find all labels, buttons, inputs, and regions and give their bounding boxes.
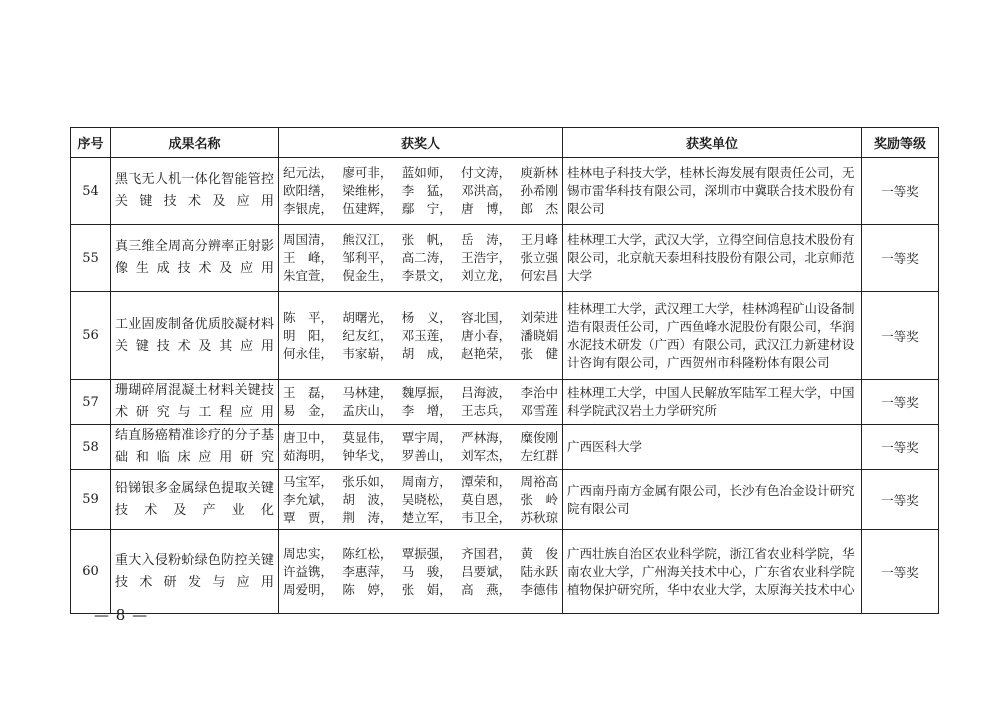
winner-name: 孙希刚 <box>520 183 558 198</box>
cell-winning-units: 桂林电子科技大学，桂林长海发展有限责任公司，无锡市雷华科技有限公司，深圳市中冀联合技术股份有限公司 <box>563 158 862 225</box>
cell-achievement-name: 工业固废制备优质胶凝材料关键技术及其应用 <box>111 292 279 380</box>
winner-name: 张立强 <box>520 250 558 265</box>
winner-name: 周国清， <box>283 232 334 247</box>
winner-name: 邓玉莲， <box>401 327 452 343</box>
header-no: 序号 <box>71 128 111 158</box>
winner-name: 覃振强， <box>401 545 452 561</box>
cell-no: 56 <box>71 292 111 380</box>
winner-name: 胡 成， <box>401 345 452 361</box>
cell-no: 57 <box>71 380 111 425</box>
table-row <box>71 425 939 470</box>
winner-name: 莫显伟， <box>342 430 393 445</box>
cell-winning-units: 广西壮族自治区农业科学院，浙江省农业科学院，华南农业大学，广州海关技术中心，广东省农业科学院植物保护研究所，华中农业大学，太原海关技术中心 <box>563 530 862 614</box>
cell-award-level: 一等奖 <box>862 292 939 380</box>
winner-name: 欧阳缮， <box>283 183 334 198</box>
winners-line <box>283 491 558 509</box>
winners-line <box>283 447 558 465</box>
winner-name: 钟华戈， <box>342 448 393 463</box>
winner-name: 覃 贾， <box>283 509 334 525</box>
winner-name: 胡 波， <box>342 491 393 507</box>
winner-name: 熊汉江， <box>342 232 393 247</box>
cell-award-level: 一等奖 <box>862 225 939 292</box>
winners-line <box>283 309 558 327</box>
winner-name: 马 骏， <box>401 563 452 579</box>
winner-name: 楚立军， <box>401 509 452 525</box>
table-row <box>71 470 939 530</box>
awards-table <box>70 127 939 614</box>
winner-name: 庾新林 <box>520 165 558 180</box>
winners-line <box>283 429 558 447</box>
winner-name: 廖可非， <box>342 165 393 180</box>
winner-name: 覃宇周， <box>401 430 452 445</box>
winner-name: 李景文， <box>401 268 452 283</box>
cell-winners <box>279 292 563 380</box>
winner-name: 李 猛， <box>401 183 452 198</box>
winner-name: 潘晓娟 <box>520 327 558 343</box>
winner-name: 伍建辉， <box>342 201 393 216</box>
winner-name: 刘荣进 <box>520 309 558 325</box>
header-name: 成果名称 <box>111 128 279 158</box>
winner-name: 张 帆， <box>401 232 452 247</box>
winners-line <box>283 164 558 182</box>
winner-name: 邓雪莲 <box>520 403 558 418</box>
winner-name: 明 阳， <box>283 327 334 343</box>
winner-name: 李治中 <box>520 385 558 400</box>
cell-achievement-name: 铅锑银多金属绿色提取关键技术及产业化 <box>111 470 279 530</box>
cell-award-level: 一等奖 <box>862 425 939 470</box>
cell-winning-units: 桂林理工大学，武汉大学，立得空间信息技术股份有限公司，北京航天泰坦科技股份有限公司，北京师范大学 <box>563 225 862 292</box>
winner-name: 王浩宇， <box>461 250 512 265</box>
table-row <box>71 530 939 614</box>
header-people: 获奖人 <box>279 128 563 158</box>
winner-name: 孟庆山， <box>342 403 393 418</box>
cell-winning-units: 广西南丹南方金属有限公司，长沙有色冶金设计研究院有限公司 <box>563 470 862 530</box>
winner-name: 李惠萍， <box>342 563 393 579</box>
winner-name: 李允斌， <box>283 491 334 507</box>
winners-line <box>283 345 558 363</box>
cell-no: 59 <box>71 470 111 530</box>
cell-winners <box>279 158 563 225</box>
winner-name: 周南方， <box>401 473 452 489</box>
winner-name: 李 增， <box>401 403 452 418</box>
cell-achievement-name: 真三维全周高分辨率正射影像生成技术及应用 <box>111 225 279 292</box>
header-level: 奖励等级 <box>862 128 939 158</box>
cell-winners <box>279 425 563 470</box>
table-row <box>71 225 939 292</box>
winner-name: 高二涛， <box>401 250 452 265</box>
cell-winners <box>279 225 563 292</box>
winner-name: 岳 涛， <box>461 232 512 247</box>
winner-name: 倪金生， <box>342 268 393 283</box>
cell-no: 55 <box>71 225 111 292</box>
winner-name: 周爱明， <box>283 581 334 597</box>
winner-name: 纪友红， <box>342 327 393 343</box>
winner-name: 吕要斌， <box>461 563 512 579</box>
winner-name: 吕海波， <box>461 385 512 400</box>
winner-name: 陈 婷， <box>342 581 393 597</box>
winner-name: 潭荣和， <box>461 473 512 489</box>
winner-name: 唐小春， <box>461 327 512 343</box>
winners-line <box>283 249 558 267</box>
winner-name: 蓝如师， <box>401 165 452 180</box>
winner-name: 付文涛， <box>461 165 512 180</box>
winner-name: 李银虎， <box>283 201 334 216</box>
cell-achievement-name: 珊瑚碎屑混凝土材料关键技术研究与工程应用 <box>111 380 279 425</box>
cell-award-level: 一等奖 <box>862 158 939 225</box>
cell-achievement-name: 重大入侵粉蚧绿色防控关键技术研发与应用 <box>111 530 279 614</box>
table-header-row <box>71 128 939 158</box>
winner-name: 韦卫全， <box>461 509 512 525</box>
winner-name: 何宏昌 <box>520 268 558 283</box>
winner-name: 王 磊， <box>283 385 334 400</box>
winner-name: 莫自恩， <box>461 491 512 507</box>
winners-line <box>283 182 558 200</box>
winner-name: 刘军杰， <box>461 448 512 463</box>
winner-name: 陆永跃 <box>520 563 558 579</box>
winners-line <box>283 231 558 249</box>
winners-line <box>283 563 558 581</box>
table-row <box>71 292 939 380</box>
winner-name: 苏秋琼 <box>520 509 558 525</box>
winner-name: 齐国君， <box>461 545 512 561</box>
cell-no: 58 <box>71 425 111 470</box>
winner-name: 王月峰 <box>520 232 558 247</box>
winner-name: 高 燕， <box>461 581 512 597</box>
winner-name: 邹利平， <box>342 250 393 265</box>
cell-winners <box>279 380 563 425</box>
winner-name: 张 健 <box>520 345 558 361</box>
cell-award-level: 一等奖 <box>862 380 939 425</box>
winners-line <box>283 581 558 599</box>
winner-name: 朱宜萱， <box>283 268 334 283</box>
winner-name: 胡曙光， <box>342 309 393 325</box>
cell-no: 60 <box>71 530 111 614</box>
winner-name: 左红群 <box>520 448 558 463</box>
winners-line <box>283 327 558 345</box>
winners-line <box>283 473 558 491</box>
cell-no: 54 <box>71 158 111 225</box>
winners-line <box>283 402 558 420</box>
winner-name: 许益镌， <box>283 563 334 579</box>
winner-name: 何永佳， <box>283 345 334 361</box>
winner-name: 吴晓松， <box>401 491 452 507</box>
winner-name: 周裕高 <box>520 473 558 489</box>
winner-name: 王 峰， <box>283 250 334 265</box>
winners-line <box>283 267 558 285</box>
winners-line <box>283 545 558 563</box>
winner-name: 王志兵， <box>461 403 512 418</box>
winners-line <box>283 200 558 218</box>
header-unit: 获奖单位 <box>563 128 862 158</box>
winner-name: 唐卫中， <box>283 430 334 445</box>
winner-name: 刘立龙， <box>461 268 512 283</box>
winner-name: 马宝军， <box>283 473 334 489</box>
winners-line <box>283 509 558 527</box>
winner-name: 周忠实， <box>283 545 334 561</box>
winner-name: 严林海， <box>461 430 512 445</box>
winner-name: 容北国， <box>461 309 512 325</box>
winner-name: 鄢 宁， <box>401 201 452 216</box>
winner-name: 唐 博， <box>461 201 512 216</box>
winner-name: 易 金， <box>283 403 334 418</box>
cell-award-level: 一等奖 <box>862 530 939 614</box>
winner-name: 张乐如， <box>342 473 393 489</box>
winner-name: 梁维彬， <box>342 183 393 198</box>
winner-name: 罗善山， <box>401 448 452 463</box>
page-number: — 8 — <box>94 606 149 624</box>
winner-name: 张 岭 <box>520 491 558 507</box>
cell-achievement-name: 结直肠癌精准诊疗的分子基础和临床应用研究 <box>111 425 279 470</box>
cell-winning-units: 桂林理工大学，中国人民解放军陆军工程大学，中国科学院武汉岩土力学研究所 <box>563 380 862 425</box>
cell-award-level: 一等奖 <box>862 470 939 530</box>
winner-name: 糜俊刚 <box>520 430 558 445</box>
winner-name: 杨 义， <box>401 309 452 325</box>
winner-name: 张 娟， <box>401 581 452 597</box>
winner-name: 陈红松， <box>342 545 393 561</box>
winner-name: 荆 涛， <box>342 509 393 525</box>
winner-name: 郎 杰 <box>520 201 558 216</box>
winner-name: 陈 平， <box>283 309 334 325</box>
winner-name: 韦家崭， <box>342 345 393 361</box>
cell-winning-units: 广西医科大学 <box>563 425 862 470</box>
cell-winners <box>279 470 563 530</box>
winner-name: 纪元法， <box>283 165 334 180</box>
winner-name: 茹海明， <box>283 448 334 463</box>
table-row <box>71 380 939 425</box>
cell-winners <box>279 530 563 614</box>
winner-name: 李德伟 <box>520 581 558 597</box>
winner-name: 黄 俊 <box>520 545 558 561</box>
table-row <box>71 158 939 225</box>
winner-name: 邓洪高， <box>461 183 512 198</box>
winner-name: 马林建， <box>342 385 393 400</box>
cell-winning-units: 桂林理工大学，武汉理工大学，桂林鸿程矿山设备制造有限责任公司，广西鱼峰水泥股份有限公司，华润水泥技术研发（广西）有限公司，武汉江力新建材设计咨询有限公司，广西贺州市科隆粉体有限公司 <box>563 292 862 380</box>
cell-achievement-name: 黑飞无人机一体化智能管控关键技术及应用 <box>111 158 279 225</box>
winners-line <box>283 384 558 402</box>
winner-name: 赵艳荣， <box>461 345 512 361</box>
winner-name: 魏厚振， <box>401 385 452 400</box>
